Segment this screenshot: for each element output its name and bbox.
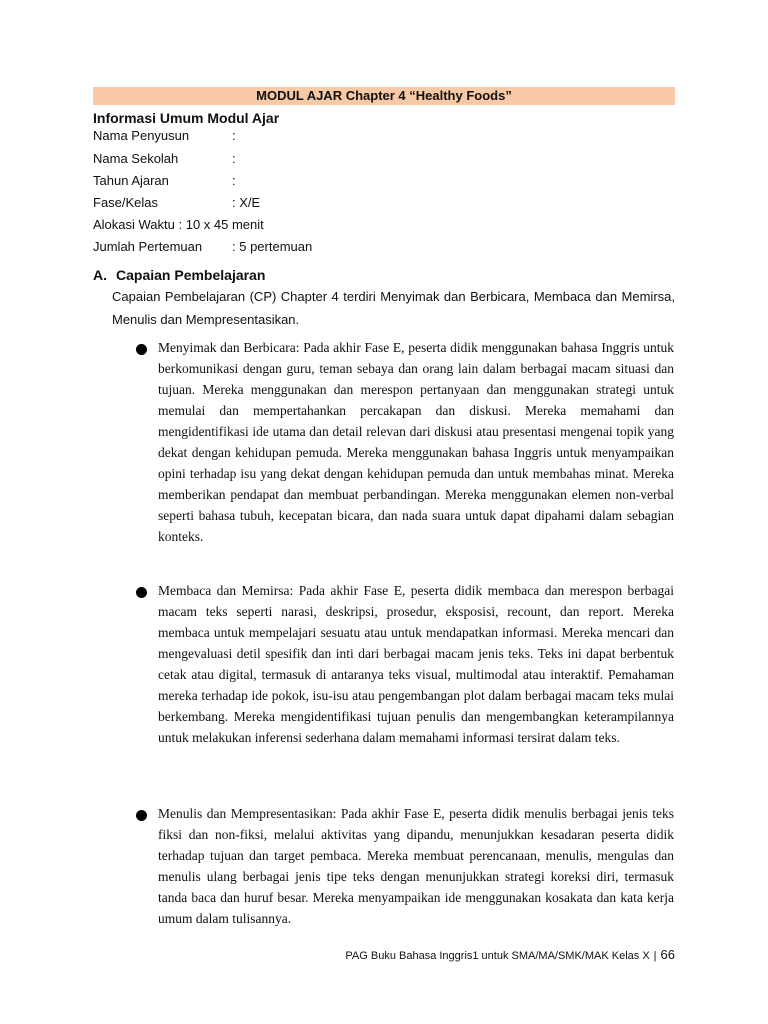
bullet-icon [136,344,148,356]
footer-separator: | [653,950,657,962]
info-label: Nama Penyusun [93,128,190,143]
page-footer [300,947,675,964]
bullet-icon [136,810,148,822]
bullet-text-membaca: Membaca dan Memirsa: Pada akhir Fase E, peserta didik membaca dan merespon berbagai macam teks seperti narasi, deskripsi, prosedur, eksposisi, recount, dan report. Mereka membaca untuk mempelajari sesuatu atau untuk mendapatkan informasi. Mereka mencari dan mengevaluasi detil spesifik dan inti dari berbagai macam jenis teks. Teks ini dapat berbentuk cetak atau digital, termasuk di antaranya teks visual, multimodal atau interaktif. Pemahaman mereka terhadap ide pokok, isu-isu atau pengembangan plot dalam berbagai macam teks mulai berkembang. Mereka mengidentifikasi tujuan penulis dan mengembangkan keterampilannya untuk melakukan inferensi sederhana dalam memahami informasi tersirat dalam teks. [158,583,674,745]
info-value: : [232,128,236,143]
info-label: Fase/Kelas [93,195,159,210]
bullet-text-menulis: Menulis dan Mempresentasikan: Pada akhir Fase E, peserta didik menulis berbagai jenis teks fiksi dan non-fiksi, melalui aktivitas yang dipandu, menunjukkan kesadaran peserta didik terhadap tujuan dan target pembaca. Mereka membuat perencanaan, menulis, mengulas dan menulis ulang berbagai jenis tipe teks dengan menunjukkan strategi koreksi diri, termasuk tanda baca dan huruf besar. Mereka menyampaikan ide menggunakan kosakata dan kata kerja umum dalam tulisannya. [158,806,674,926]
section-title: Capaian Pembelajaran [116,267,266,283]
alokasi-waktu: Alokasi Waktu : 10 x 45 menit [93,217,264,232]
section-heading [93,267,265,283]
info-heading: Informasi Umum Modul Ajar [93,110,280,126]
bullet-text-menyimak: Menyimak dan Berbicara: Pada akhir Fase E, peserta didik menggunakan bahasa Inggris untuk berkomunikasi dengan guru, teman sebaya dan orang lain dalam berbagai macam situasi dan tujuan. Mereka menggunakan dan merespon pertanyaan dan menggunakan strategi untuk memulai dan mempertahankan percakapan dan diskusi. Mereka memahami dan mengidentifikasi ide utama dan detail relevan dari diskusi atau presentasi mengenai topik yang dekat dengan kehidupan pemuda. Mereka menggunakan bahasa Inggris untuk menyampaikan opini terhadap isu yang dekat dengan kehidupan pemuda dan untuk membahas minat. Mereka memberikan pendapat dan membuat perbandingan. Mereka menggunakan elemen non-verbal seperti bahasa tubuh, kecepatan bicara, dan nada suara untuk dapat dipahami dalam sebagian konteks. [158,340,674,544]
cp-intro-paragraph: Capaian Pembelajaran (CP) Chapter 4 terdiri Menyimak dan Berbicara, Membaca dan Memirsa, Menulis dan Mempresentasikan. [112,289,675,327]
module-title: MODUL AJAR Chapter 4 “Healthy Foods” [93,87,675,105]
section-letter: A. [93,267,107,283]
info-value: : X/E [232,195,261,210]
footer-book-title: PAG Buku Bahasa Inggris1 untuk SMA/MA/SMK/MAK Kelas X [345,950,650,962]
info-value: : 5 pertemuan [232,239,313,254]
info-label: Tahun Ajaran [93,173,169,188]
info-value: : [232,173,236,188]
info-label: Jumlah Pertemuan [93,239,203,254]
page-number: 66 [660,947,675,962]
info-label: Nama Sekolah [93,151,179,166]
bullet-icon [136,587,148,599]
info-value: : [232,151,236,166]
